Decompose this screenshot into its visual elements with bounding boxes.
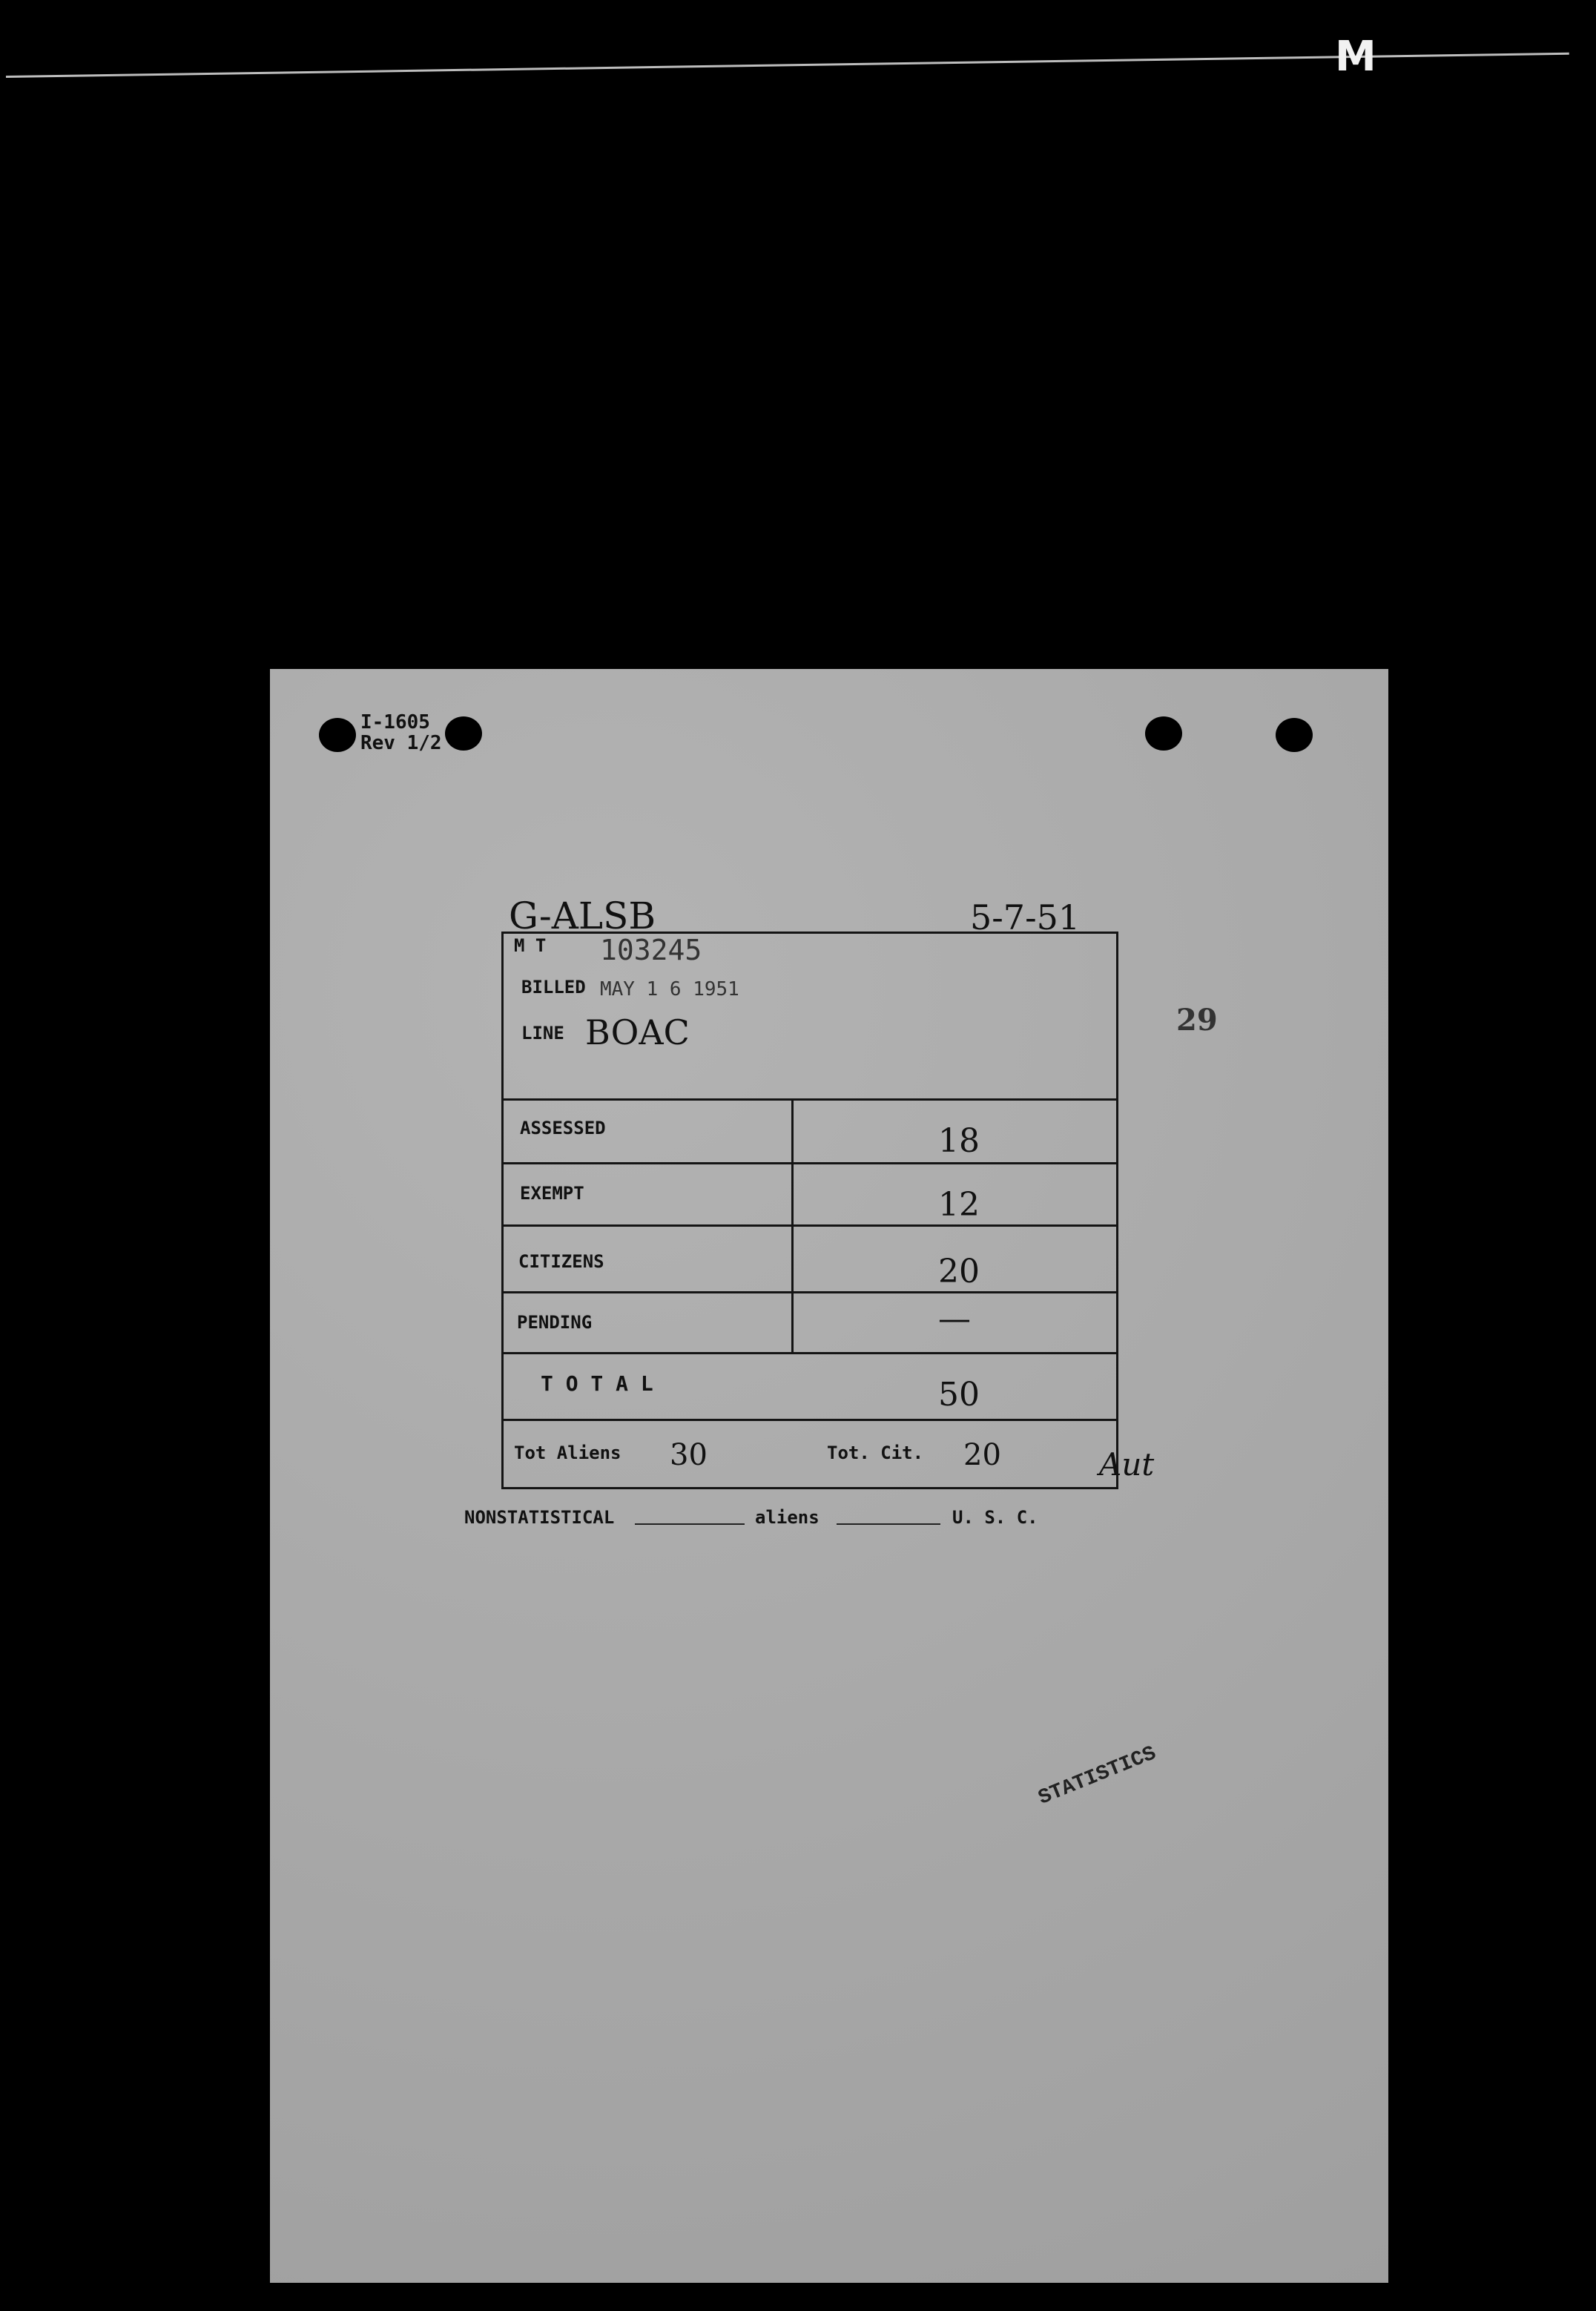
tot-aliens-value: 30 (670, 1438, 708, 1472)
tot-aliens-label: Tot Aliens (514, 1443, 621, 1463)
assessed-value: 18 (938, 1122, 980, 1160)
assessed-label: ASSESSED (520, 1118, 606, 1138)
exempt-label: EXEMPT (520, 1183, 584, 1204)
billed-date: MAY 1 6 1951 (600, 978, 739, 1000)
handwritten-date: 5-7-51 (970, 897, 1081, 937)
punch-hole-right-b (1276, 718, 1313, 752)
exempt-value: 12 (938, 1186, 980, 1224)
airline: BOAC (585, 1012, 690, 1052)
form-divider (504, 1224, 1116, 1227)
pending-value: — (938, 1300, 971, 1338)
form-column-divider (791, 1098, 794, 1352)
form-divider (504, 1162, 1116, 1164)
punch-hole-right-a (1145, 716, 1182, 751)
nonstatistical-blank (635, 1523, 745, 1525)
tot-cit-label: Tot. Cit. (827, 1443, 924, 1463)
form-number: I-1605 (360, 711, 430, 733)
total-label: T O T A L (541, 1371, 653, 1396)
flight-number: G-ALSB (509, 894, 656, 937)
initials: Aut (1099, 1446, 1155, 1483)
form-divider (504, 1291, 1116, 1293)
punch-hole-left-a (319, 718, 356, 752)
usc-label: U. S. C. (952, 1507, 1038, 1528)
manifest-number: 103245 (600, 934, 702, 966)
tot-cit-value: 20 (963, 1438, 1001, 1472)
aliens-label: aliens (755, 1507, 820, 1528)
mt-label: M T (514, 935, 547, 956)
page-number: 29 (1176, 1003, 1218, 1038)
nonstatistical-label: NONSTATISTICAL (464, 1507, 615, 1528)
total-value: 50 (938, 1376, 980, 1414)
citizens-value: 20 (938, 1253, 980, 1290)
citizens-label: CITIZENS (518, 1251, 604, 1272)
punch-hole-left-b (445, 716, 482, 751)
form-divider (504, 1419, 1116, 1421)
statistics-stamp: STATISTICS (1035, 1742, 1160, 1810)
billed-label: BILLED (521, 977, 586, 998)
line-label: LINE (521, 1023, 564, 1044)
aliens-blank (837, 1523, 940, 1525)
film-corner-mark: M (1335, 33, 1390, 81)
form-divider (504, 1352, 1116, 1354)
form-divider (504, 1098, 1116, 1101)
form-revision: Rev 1/2 (360, 732, 442, 754)
pending-label: PENDING (517, 1312, 593, 1333)
manifest-form (501, 932, 1118, 1489)
